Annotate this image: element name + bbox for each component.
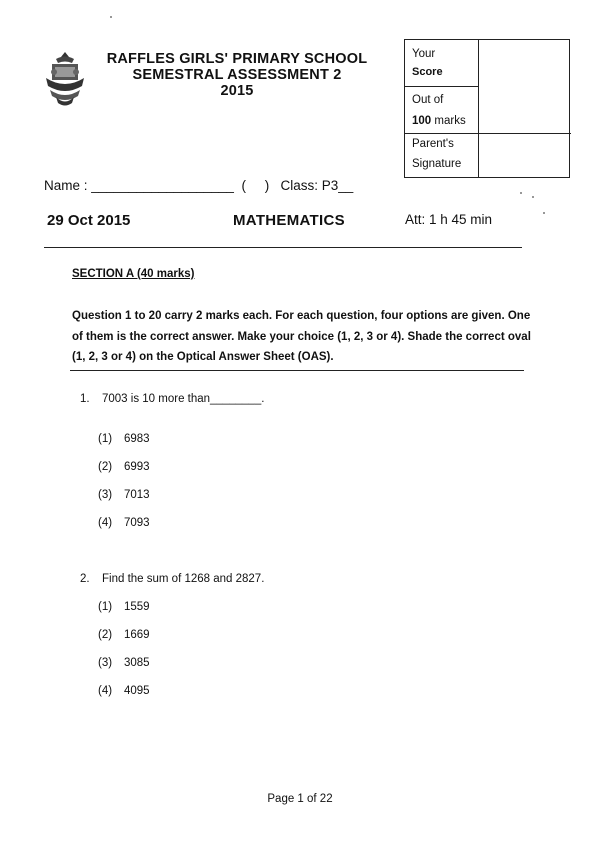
your-score-cell <box>405 40 478 87</box>
option-value: 6983 <box>124 433 150 445</box>
student-info-line <box>44 178 353 193</box>
page-number: Page 1 of 22 <box>267 793 333 805</box>
section-title: SECTION A (40 marks) <box>72 268 195 280</box>
your-score-label-2: Score <box>412 66 443 78</box>
parent-label-2: Signature <box>412 158 462 170</box>
option-label: (4) <box>98 517 113 529</box>
school-crest-icon <box>42 50 88 108</box>
question-1 <box>80 393 264 405</box>
option-label: (2) <box>98 629 113 641</box>
option-label: (3) <box>98 489 113 501</box>
option-label: (1) <box>98 433 113 445</box>
option-item[interactable] <box>98 489 150 501</box>
your-score-label: Your <box>412 48 436 60</box>
school-header <box>92 51 382 99</box>
option-value: 7093 <box>124 517 150 529</box>
option-value: 6993 <box>124 461 150 473</box>
exam-subject: MATHEMATICS <box>233 212 345 229</box>
option-item[interactable] <box>98 433 150 445</box>
name-blank[interactable]: ___________________ <box>91 178 234 193</box>
scan-speck <box>520 192 522 194</box>
total-marks-number: 100 <box>412 115 432 127</box>
out-of-row <box>405 86 571 134</box>
exam-duration: Att: 1 h 45 min <box>405 212 493 227</box>
assessment-title: SEMESTRAL ASSESSMENT 2 <box>132 67 342 83</box>
register-close: ) <box>264 178 270 193</box>
option-item[interactable] <box>98 685 150 697</box>
register-open: ( <box>241 178 246 193</box>
option-value: 3085 <box>124 657 150 669</box>
question-text: 7003 is 10 more than________. <box>102 393 265 405</box>
option-item[interactable] <box>98 601 150 613</box>
assessment-year: 2015 <box>220 83 254 99</box>
exam-date: 29 Oct 2015 <box>47 212 131 229</box>
option-label: (3) <box>98 657 113 669</box>
parent-label: Parent's <box>412 138 454 150</box>
name-label: Name : <box>44 178 88 193</box>
scan-speck <box>532 196 534 198</box>
score-box <box>404 39 570 178</box>
class-label: Class: P3__ <box>280 178 354 193</box>
section-instructions: Question 1 to 20 carry 2 marks each. For each question, four options are given. One of them is the correct answer. Make your choice (1, 2, 3 or 4). Shade the correct oval (1, 2, 3 or 4) on the Optical Answer Sheet (OAS). <box>72 310 531 363</box>
scan-speck <box>110 16 112 18</box>
total-marks <box>412 111 466 131</box>
header-divider <box>44 247 522 248</box>
school-name: RAFFLES GIRLS' PRIMARY SCHOOL <box>106 51 368 67</box>
option-value: 4095 <box>124 685 150 697</box>
option-value: 1559 <box>124 601 150 613</box>
out-of-label: Out of <box>412 94 444 106</box>
total-marks-unit: marks <box>431 115 466 127</box>
option-value: 7013 <box>124 489 150 501</box>
option-item[interactable] <box>98 657 150 669</box>
instructions-divider <box>70 370 524 371</box>
question-number: 1. <box>80 393 90 405</box>
option-item[interactable] <box>98 461 150 473</box>
option-label: (2) <box>98 461 113 473</box>
question-2 <box>80 573 264 585</box>
option-value: 1669 <box>124 629 150 641</box>
option-label: (4) <box>98 685 113 697</box>
question-text: Find the sum of 1268 and 2827. <box>102 573 265 585</box>
option-item[interactable] <box>98 629 150 641</box>
option-item[interactable] <box>98 517 150 529</box>
option-label: (1) <box>98 601 113 613</box>
question-number: 2. <box>80 573 90 585</box>
scan-speck <box>543 212 545 214</box>
